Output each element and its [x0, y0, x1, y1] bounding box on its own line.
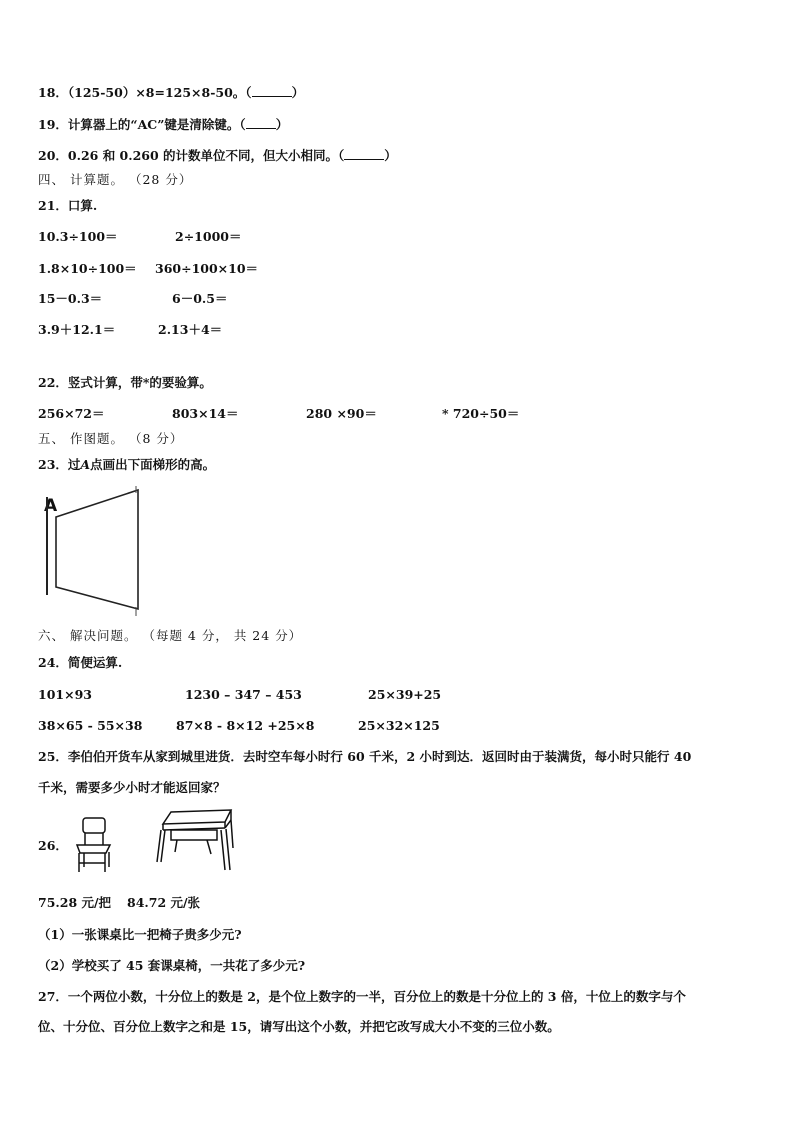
- oral-calc-item: 360÷100×10＝: [155, 261, 259, 276]
- answer-blank[interactable]: [344, 147, 384, 160]
- oral-calc-item: 2.13＋4＝: [158, 322, 223, 337]
- simplify-item: 101×93: [38, 687, 92, 702]
- answer-blank[interactable]: [246, 116, 276, 129]
- chair-price: 75.28 元/把: [38, 895, 112, 910]
- oral-calc-item: 6－0.5＝: [172, 291, 228, 306]
- paren-close: ）: [275, 117, 289, 132]
- simplify-item: 25×39+25: [368, 687, 442, 702]
- section-heading-5: 五、 作图题。 （8 分）: [38, 431, 184, 446]
- question-25-line-2: 千米，需要多少小时才能返回家？: [38, 780, 226, 795]
- question-18-text: 18．（125-50）×8=125×8-50。（: [38, 85, 252, 100]
- question-19-text: 19．计算器上的“AC”键是清除键。（: [38, 117, 246, 132]
- question-23-title: [38, 457, 215, 473]
- question-26-sub-1: （1）一张课桌比一把椅子贵多少元?: [38, 927, 242, 942]
- oral-calc-item: 1.8×10÷100＝: [38, 261, 137, 276]
- point-a-label: A: [44, 496, 58, 516]
- question-19: [38, 116, 288, 133]
- answer-blank[interactable]: [252, 84, 292, 97]
- question-26-sub-2: （2）学校买了 45 套课桌椅，一共花了多少元?: [38, 958, 306, 973]
- simplify-item: 25×32×125: [358, 718, 440, 733]
- vertical-calc-item: * 720÷50＝: [442, 406, 520, 421]
- trapezoid-figure: [40, 485, 155, 620]
- desk-image: [155, 808, 235, 876]
- oral-calc-item: 2÷1000＝: [175, 229, 242, 244]
- trapezoid-shape: [56, 490, 138, 609]
- simplify-item: 87×8 - 8×12 +25×8: [176, 718, 315, 733]
- vertical-calc-item: 256×72＝: [38, 406, 105, 421]
- question-22-title: 22．竖式计算，带*的要验算。: [38, 375, 212, 390]
- question-20: [38, 147, 397, 164]
- oral-calc-item: 3.9＋12.1＝: [38, 322, 116, 337]
- question-26-number: 26．: [38, 838, 68, 853]
- question-21-title: 21．口算.: [38, 198, 98, 213]
- question-24-title: 24．简便运算.: [38, 655, 123, 670]
- question-18: [38, 84, 304, 101]
- question-25-line-1: 25．李伯伯开货车从家到城里进货．去时空车每小时行 60 千米，2 小时到达．返回时由于装满货，每小时只能行 40: [38, 749, 692, 764]
- vertical-calc-item: 803×14＝: [172, 406, 239, 421]
- point-variable: A: [80, 457, 91, 472]
- simplify-item: 38×65 - 55×38: [38, 718, 143, 733]
- section-heading-6: 六、 解决问题。 （每题 4 分， 共 24 分）: [38, 628, 303, 643]
- vertical-calc-item: 280 ×90＝: [306, 406, 377, 421]
- question-20-text: 20．0.26 和 0.260 的计数单位不同，但大小相同。（: [38, 148, 345, 163]
- question-27-line-1: 27．一个两位小数，十分位上的数是 2，是个位上数字的一半，百分位上的数是十分位上的 3 倍，十位上的数字与个: [38, 989, 686, 1004]
- section-heading-4: 四、 计算题。 （28 分）: [38, 172, 193, 187]
- question-27-line-2: 位、十分位、百分位上数字之和是 15，请写出这个小数，并把它改写成大小不变的三位小数。: [38, 1019, 560, 1034]
- oral-calc-item: 10.3÷100＝: [38, 229, 118, 244]
- paren-close: ）: [384, 148, 397, 163]
- oral-calc-item: 15－0.3＝: [38, 291, 103, 306]
- simplify-item: 1230 – 347 – 453: [185, 687, 302, 702]
- paren-close: ）: [291, 85, 305, 100]
- question-23-prefix: 23．过: [38, 457, 81, 472]
- chair-image: [74, 815, 114, 875]
- desk-price: 84.72 元/张: [127, 895, 201, 910]
- question-23-suffix: 点画出下面梯形的高。: [90, 457, 216, 472]
